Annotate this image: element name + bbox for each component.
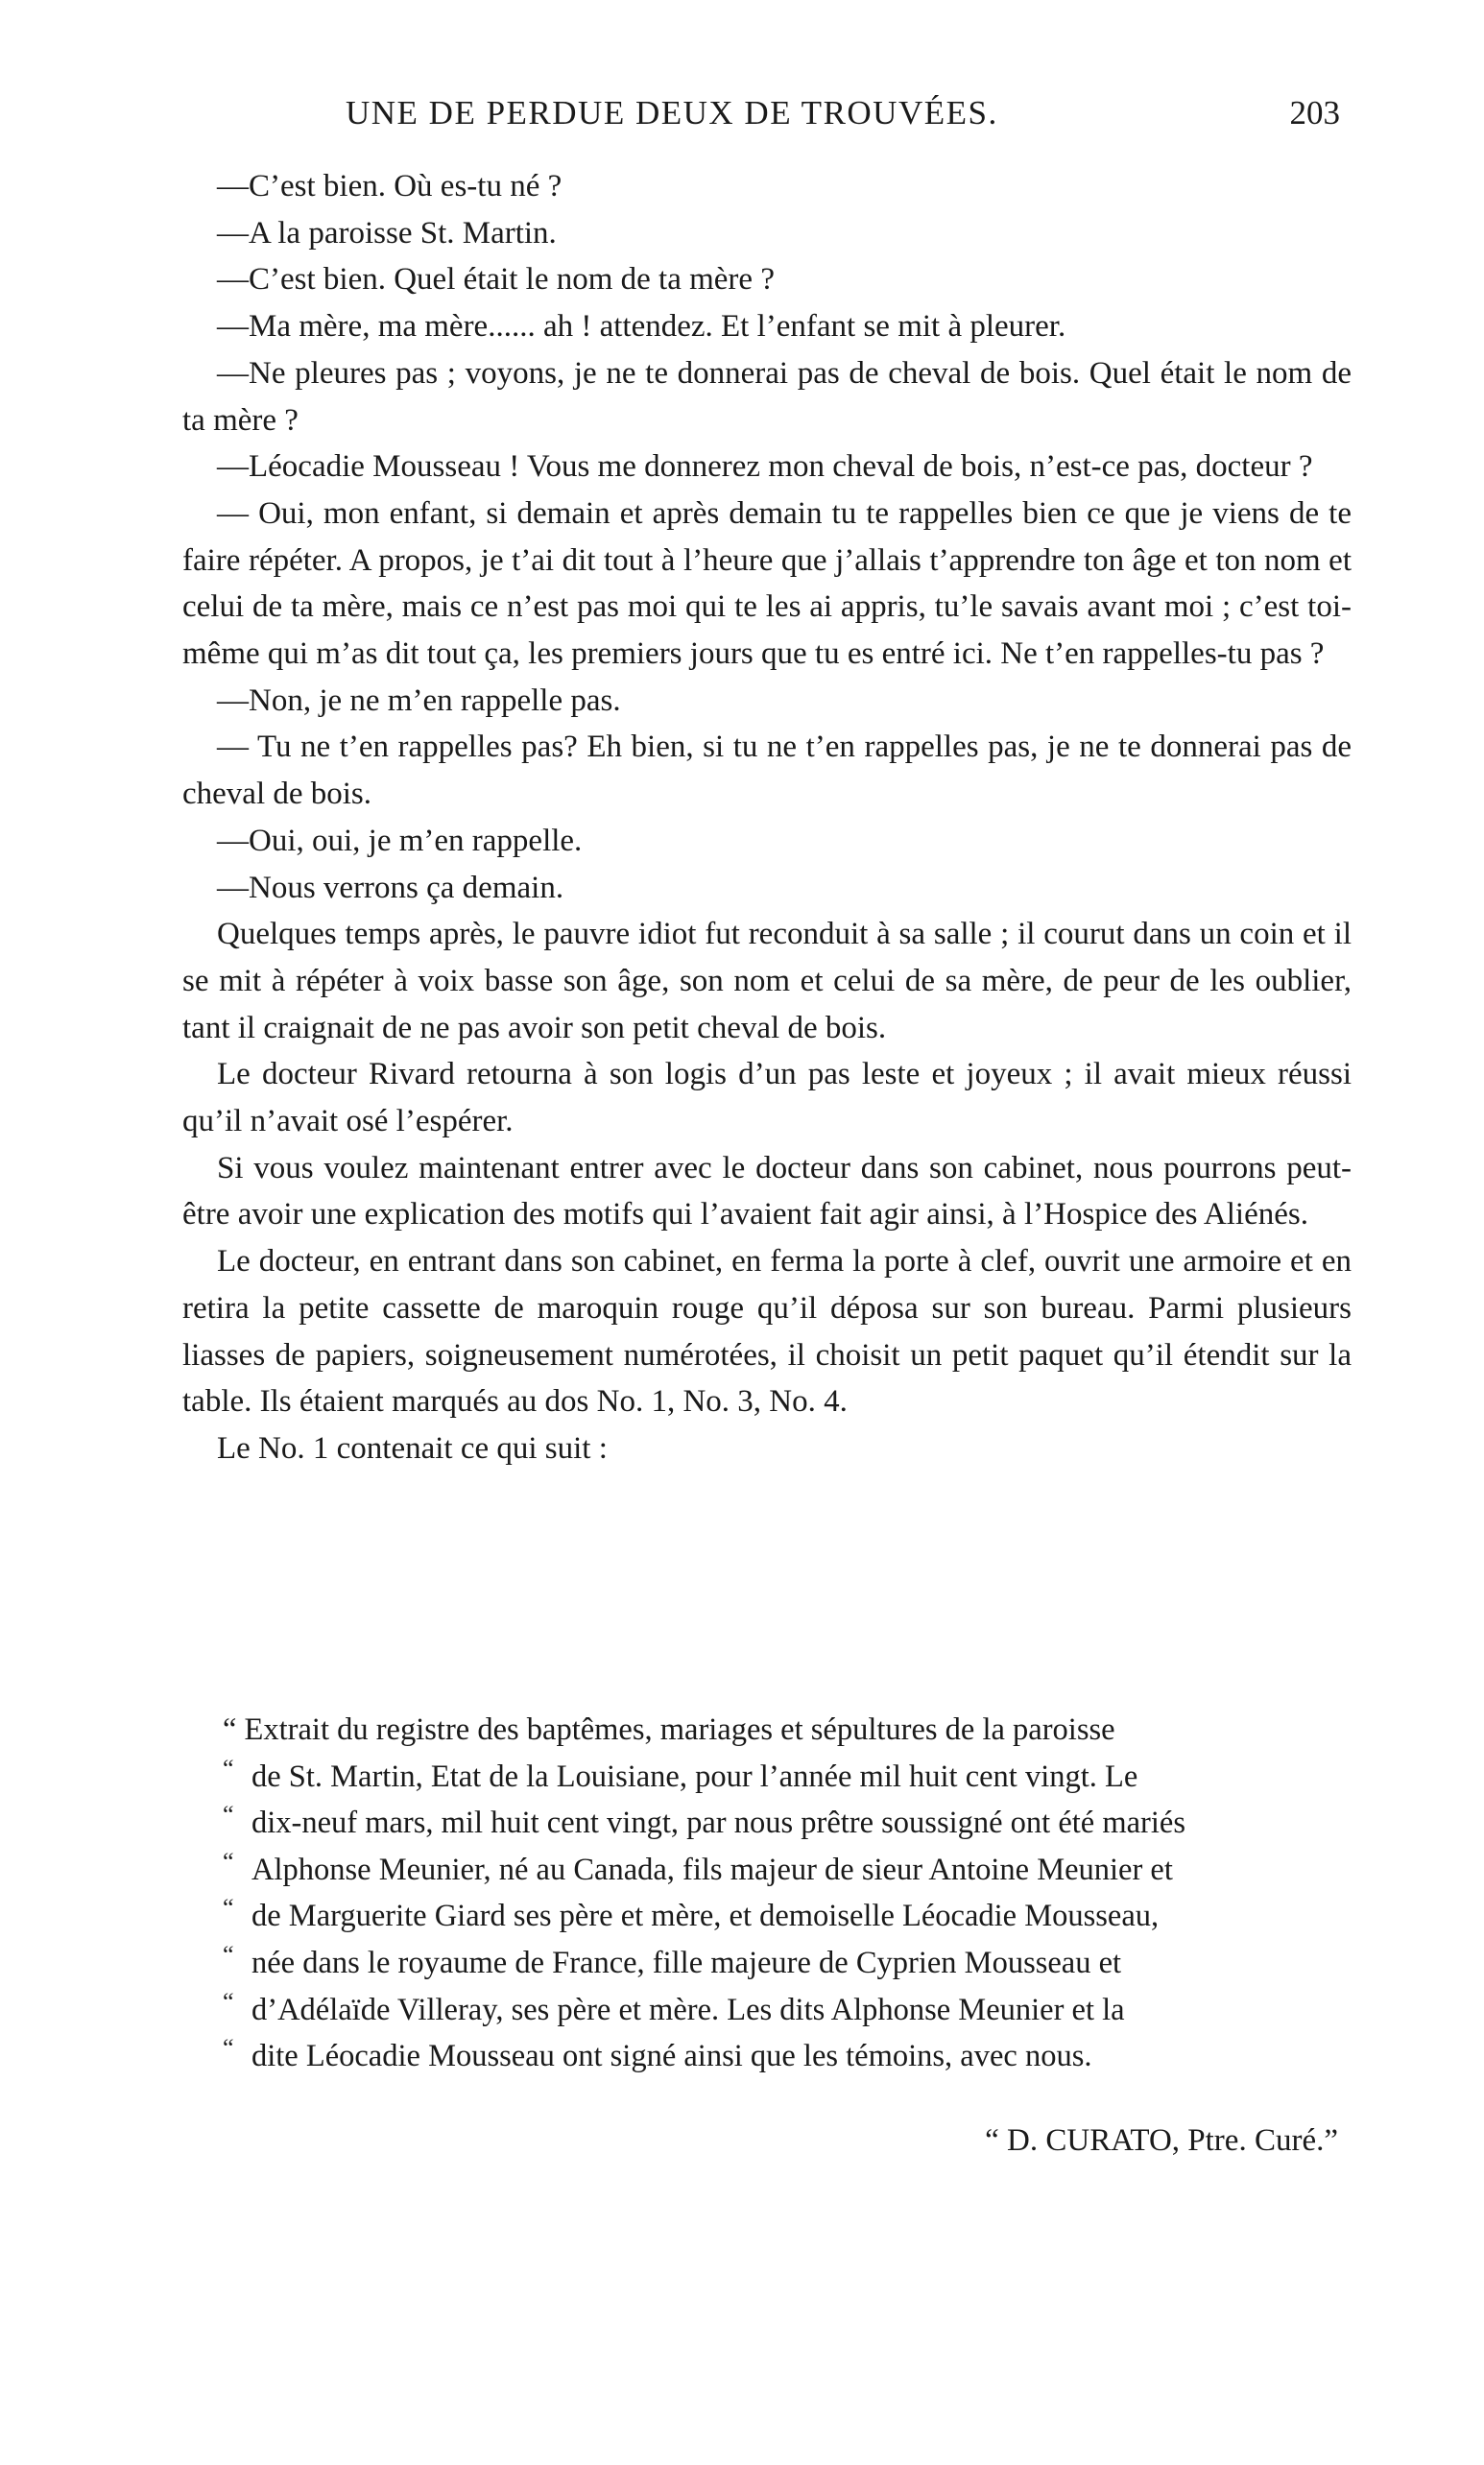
quote-line-text: dite Léocadie Mousseau ont signé ainsi que les témoins, avec nous.	[251, 2039, 1092, 2074]
curate-signature: “ D. CURATO, Ptre. Curé.”	[985, 2123, 1338, 2158]
quote-mark: “	[223, 1847, 234, 1876]
dialogue-line: —Ma mère, ma mère...... ah ! attendez. Et l’enfant se mit à pleurer.	[217, 309, 1066, 345]
dialogue-line: —Oui, oui, je m’en rappelle.	[217, 823, 583, 858]
quote-line	[223, 1800, 1353, 1847]
registry-extract-quote	[223, 1707, 1353, 2080]
quote-line	[223, 1893, 1353, 1940]
narrative-paragraph: Quelques temps après, le pauvre idiot fut reconduit à sa salle ; il courut dans un coin et il se mit à répéter à voix basse son âge, son nom et celui de sa mère, de peur de les oublier, tant il craignait de ne pas avoir son petit cheval de bois.	[182, 917, 1352, 1045]
quote-line	[223, 1707, 1353, 1754]
quote-line-text: née dans le royaume de France, fille majeure de Cyprien Mousseau et	[251, 1945, 1122, 1980]
quote-line	[223, 1940, 1353, 1987]
narrative-paragraph: Le docteur Rivard retourna à son logis d’un pas leste et joyeux ; il avait mieux réussi qu’il n’avait osé l’espérer.	[182, 1057, 1352, 1139]
quote-line-text: Alphonse Meunier, né au Canada, fils majeur de sieur Antoine Meunier et	[251, 1852, 1173, 1887]
quote-mark: “	[223, 1940, 234, 1969]
quote-mark: “	[223, 1754, 234, 1783]
quote-line	[223, 2033, 1353, 2080]
dialogue-line: —Léocadie Mousseau ! Vous me donnerez mon cheval de bois, n’est-ce pas, docteur ?	[217, 449, 1313, 485]
body-text	[182, 163, 1352, 1472]
quote-line-text: d’Adélaïde Villeray, ses père et mère. Les dits Alphonse Meunier et la	[251, 1992, 1125, 2027]
page-header	[346, 94, 1340, 140]
quote-line-text: de Marguerite Giard ses père et mère, et demoiselle Léocadie Mousseau,	[251, 1899, 1160, 1934]
narrative-paragraph: Le docteur, en entrant dans son cabinet, en ferma la porte à clef, ouvrit une armoire et en retira la petite cassette de maroquin rouge qu’il déposa sur son bureau. Parmi plusieurs liasses de papiers, soigneusement numérotées, il choisit un petit paquet qu’il étendit sur la table. Ils étaient marqués au dos No. 1, No. 3, No. 4.	[182, 1244, 1352, 1420]
dialogue-line: —Ne pleures pas ; voyons, je ne te donnerai pas de cheval de bois. Quel était le nom de ta mère ?	[182, 355, 1352, 438]
dialogue-line: —A la paroisse St. Martin.	[217, 215, 557, 251]
quote-line-text: de St. Martin, Etat de la Louisiane, pour l’année mil huit cent vingt. Le	[251, 1759, 1138, 1794]
quote-mark: “	[223, 1894, 234, 1923]
running-title: UNE DE PERDUE DEUX DE TROUVÉES.	[346, 94, 998, 132]
quote-line	[223, 1987, 1353, 2034]
page-number: 203	[1289, 94, 1340, 132]
narrative-paragraph: Le No. 1 contenait ce qui suit :	[217, 1430, 608, 1466]
dialogue-line: — Tu ne t’en rappelles pas? Eh bien, si tu ne t’en rappelles pas, je ne te donnerai pas de cheval de bois.	[182, 730, 1352, 812]
quote-mark: “	[223, 1801, 234, 1830]
narrative-paragraph: Si vous voulez maintenant entrer avec le docteur dans son cabinet, nous pourrons peut-être avoir une explication des motifs qui l’avaient fait agir ainsi, à l’Hospice des Aliénés.	[182, 1150, 1352, 1232]
quote-line-text: “ Extrait du registre des baptêmes, mariages et sépultures de la paroisse	[223, 1712, 1115, 1747]
quote-mark: “	[223, 2034, 234, 2063]
dialogue-line: —C’est bien. Quel était le nom de ta mère ?	[217, 262, 775, 298]
quote-line-text: dix-neuf mars, mil huit cent vingt, par nous prêtre soussigné ont été mariés	[251, 1806, 1185, 1841]
dialogue-line: —Non, je ne m’en rappelle pas.	[217, 682, 621, 718]
dialogue-line: —C’est bien. Où es-tu né ?	[217, 169, 562, 203]
dialogue-line: — Oui, mon enfant, si demain et après demain tu te rappelles bien ce que je viens de te faire répéter. A propos, je t’ai dit tout à l’heure que j’allais t’apprendre ton âge et ton nom et celui de ta mère, mais ce n’est pas moi qui te les ai appris, tu’le savais avant moi ; c’est toi-même qui m’as dit tout ça, les premiers jours que tu es entré ici. Ne t’en rappelles-tu pas ?	[182, 495, 1352, 672]
quote-mark: “	[223, 1987, 234, 2016]
quote-line	[223, 1847, 1353, 1894]
dialogue-line: —Nous verrons ça demain.	[217, 870, 564, 905]
quote-line	[223, 1754, 1353, 1801]
